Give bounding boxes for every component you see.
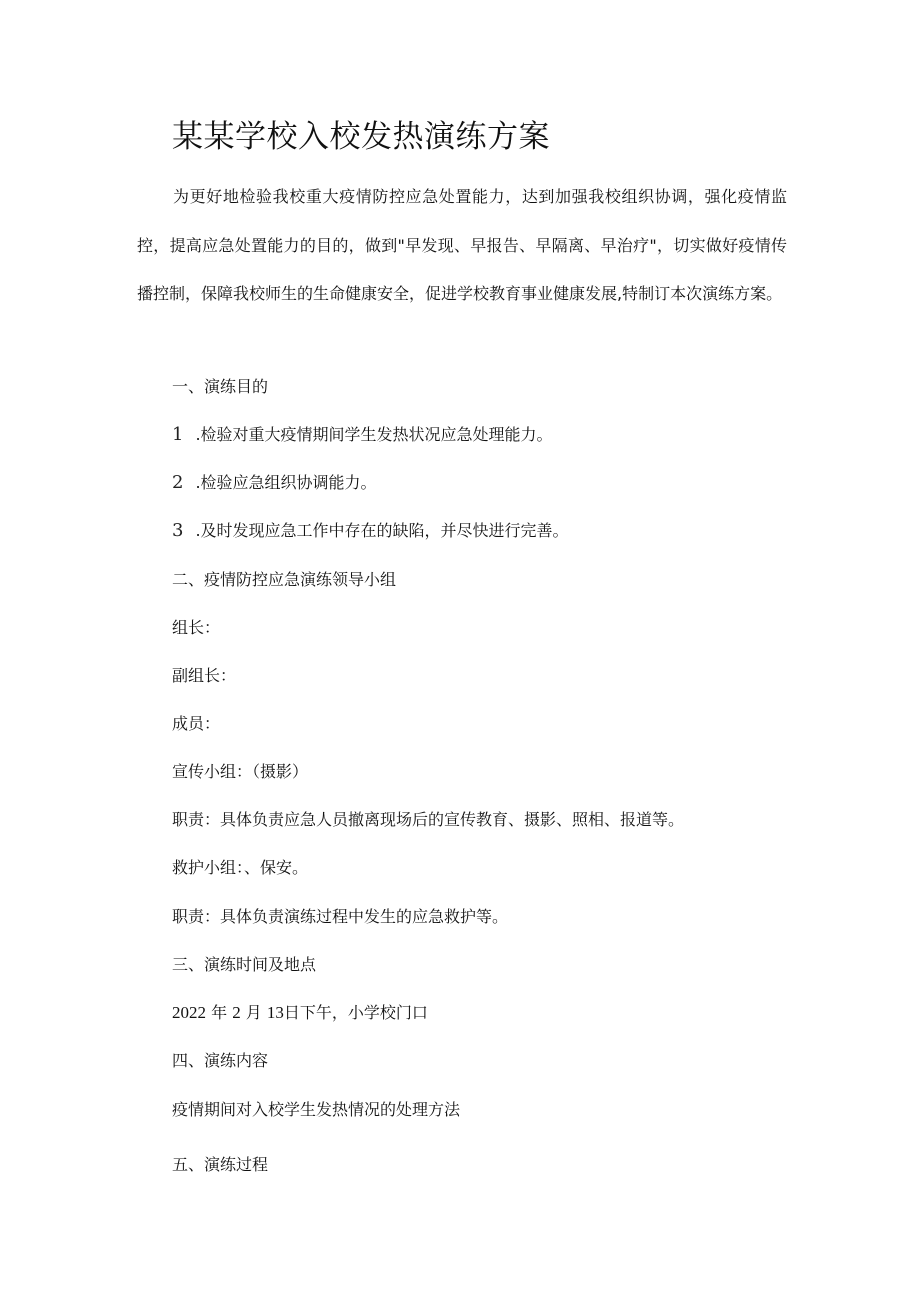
drill-date-location [172, 1001, 428, 1025]
list-item-number: 3 [172, 520, 184, 541]
date-month: 2 [232, 1003, 241, 1022]
list-item-text: .检验应急组织协调能力。 [195, 473, 377, 492]
list-item [172, 471, 377, 495]
list-item [172, 519, 569, 543]
list-item [172, 423, 553, 447]
date-month-unit: 月 [245, 1003, 262, 1022]
list-item-text: .检验对重大疫情期间学生发热状况应急处理能力。 [195, 425, 553, 444]
date-rest: 日下午，小学校门口 [283, 1003, 428, 1022]
list-item-number: 1 [172, 424, 184, 445]
section3-heading: 三、演练时间及地点 [172, 955, 317, 974]
list-item-number: 2 [172, 472, 184, 493]
deputy-leader-label: 副组长： [172, 666, 237, 685]
date-year: 2022 [172, 1003, 206, 1022]
section1-heading: 一、演练目的 [172, 377, 269, 396]
intro-paragraph: 为更好地检验我校重大疫情防控应急处置能力，达到加强我校组织协调，强化疫情监控，提高应急处置能力的目的，做到"早发现、早报告、早隔离、早治疗"，切实做好疫情传播控制，保障我校师生的生命健康安全，促进学校教育事业健康发展,特制订本次演练方案。 [137, 187, 787, 303]
rescue-duty-text: 职责：具体负责演练过程中发生的应急救护等。 [172, 907, 509, 926]
publicity-duty-text: 职责：具体负责应急人员撤离现场后的宣传教育、摄影、照相、报道等。 [172, 810, 685, 829]
date-year-unit: 年 [211, 1003, 228, 1022]
list-item-text: .及时发现应急工作中存在的缺陷，并尽快进行完善。 [195, 521, 569, 540]
section2-heading: 二、疫情防控应急演练领导小组 [172, 570, 397, 589]
section4-heading: 四、演练内容 [172, 1051, 269, 1070]
section5-heading: 五、演练过程 [172, 1155, 269, 1174]
publicity-group-label: 宣传小组：（摄影） [172, 762, 309, 781]
date-day: 13 [266, 1003, 284, 1022]
leader-label: 组长： [172, 618, 221, 637]
members-label: 成员： [172, 714, 221, 733]
rescue-group-label: 救护小组：、保安。 [172, 858, 309, 877]
drill-content-text: 疫情期间对入校学生发热情况的处理方法 [172, 1100, 461, 1119]
document-title: 某某学校入校发热演练方案 [172, 119, 550, 155]
